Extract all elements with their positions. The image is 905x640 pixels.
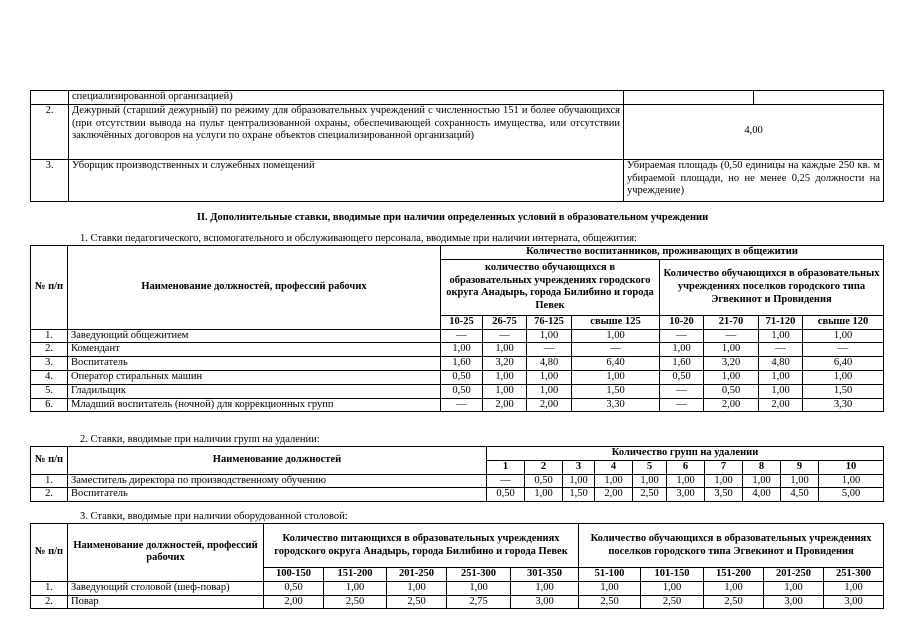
rate-cell: 3,30: [803, 398, 884, 412]
column-header: 1: [487, 460, 525, 474]
rate-cell: 1,00: [803, 370, 884, 384]
rate-cell: —: [660, 329, 704, 343]
rate-cell: 1,00: [441, 343, 483, 357]
table1-dormitory: [30, 245, 884, 412]
position-name: Комендант: [68, 343, 441, 357]
position-name: Заведующий общежитием: [68, 329, 441, 343]
column-header: 301-350: [511, 568, 579, 582]
rate-cell: 1,00: [704, 343, 759, 357]
rate-cell: 1,00: [572, 329, 660, 343]
header-residents-count: Количество воспитанников, проживающих в общежитии: [441, 246, 884, 260]
rate-cell: —: [441, 398, 483, 412]
column-header: 10-20: [660, 315, 704, 329]
header-number: № п/п: [31, 447, 68, 475]
rate-cell: 0,50: [264, 581, 324, 595]
position-name: Гладильщик: [68, 384, 441, 398]
rate-cell: —: [759, 343, 803, 357]
rate-cell: 1,00: [527, 384, 572, 398]
rate-cell: 1,00: [803, 329, 884, 343]
rate-cell: 6,40: [572, 357, 660, 371]
rate-cell: 1,00: [527, 329, 572, 343]
rate-cell: 1,00: [595, 474, 633, 488]
rate-cell: 1,50: [563, 488, 595, 502]
position-name: Заместитель директора по производственному обучению: [68, 474, 487, 488]
rate-cell: 0,50: [525, 474, 563, 488]
rate-cell: —: [704, 329, 759, 343]
rate-cell: 0,50: [660, 370, 704, 384]
table-row: [31, 595, 884, 609]
column-header: свыше 125: [572, 315, 660, 329]
rate-cell: 4,80: [527, 357, 572, 371]
rate-cell: 1,50: [572, 384, 660, 398]
header-position-name: Наименование должностей, профессий рабочих: [68, 246, 441, 330]
rate-cell: 2,00: [595, 488, 633, 502]
rate-cell: 1,00: [511, 581, 579, 595]
column-header: 71-120: [759, 315, 803, 329]
column-header: 251-300: [447, 568, 511, 582]
rate-cell: 1,00: [824, 581, 884, 595]
header-subgroup-egvekinot: Количество обучающихся в образовательных учреждениях поселков городского типа Эгвекинот и Провидения: [579, 524, 884, 568]
rate-cell: 0,50: [487, 488, 525, 502]
position-name: Уборщик производственных и служебных помещений: [69, 159, 624, 201]
column-header: 21-70: [704, 315, 759, 329]
rate-cell: —: [483, 329, 527, 343]
rate-cell: 1,60: [660, 357, 704, 371]
table-row: [31, 357, 884, 371]
position-name: Оператор стиральных машин: [68, 370, 441, 384]
column-header: 4: [595, 460, 633, 474]
rate-cell: 2,50: [641, 595, 704, 609]
rate-cell: 4,00: [743, 488, 781, 502]
rate-cell: 2,50: [579, 595, 641, 609]
column-header: 5: [633, 460, 667, 474]
row-number: 2.: [31, 104, 69, 159]
header-subgroup-anadyr: Количество питающихся в образовательных учреждениях городского округа Анадырь, города Билибино и города Певек: [264, 524, 579, 568]
table-row: [31, 343, 884, 357]
rate-cell: 0,50: [441, 370, 483, 384]
table3-canteen: [30, 523, 884, 609]
rate-cell: 1,00: [667, 474, 705, 488]
rate-cell: 1,00: [483, 370, 527, 384]
row-number: 1.: [31, 581, 68, 595]
row-number: 3.: [31, 159, 69, 201]
header-position-name: Наименование должностей, профессий рабочих: [68, 524, 264, 582]
column-header: 7: [705, 460, 743, 474]
rate-cell: 1,00: [563, 474, 595, 488]
rate-cell: 1,00: [759, 384, 803, 398]
rate-cell: 3,20: [483, 357, 527, 371]
rate-cell: 1,00: [641, 581, 704, 595]
rate-cell: 3,00: [667, 488, 705, 502]
rate-cell: 1,00: [483, 343, 527, 357]
table2-caption: 2. Ставки, вводимые при наличии групп на удалении:: [80, 434, 320, 445]
rate-cell: 4,80: [759, 357, 803, 371]
rate-cell: 1,00: [387, 581, 447, 595]
rate-cell: 3,30: [572, 398, 660, 412]
rate-cell: —: [660, 398, 704, 412]
rate-cell: 1,00: [704, 370, 759, 384]
column-header: 10-25: [441, 315, 483, 329]
column-header: 51-100: [579, 568, 641, 582]
table-row: [31, 329, 884, 343]
rate-cell: 1,00: [705, 474, 743, 488]
rate-cell: 1,60: [441, 357, 483, 371]
rate-value: 4,00: [624, 104, 884, 159]
rate-cell: 1,50: [803, 384, 884, 398]
rate-cell: 2,00: [483, 398, 527, 412]
column-header: 101-150: [641, 568, 704, 582]
position-name: Воспитатель: [68, 488, 487, 502]
rate-cell: 5,00: [819, 488, 884, 502]
section-title: II. Дополнительные ставки, вводимые при наличии определенных условий в образовательном учреждении: [196, 212, 709, 223]
rate-cell: 1,00: [660, 343, 704, 357]
table-row: [31, 384, 884, 398]
top-table: [30, 90, 884, 202]
rate-cell: —: [660, 384, 704, 398]
table-row: [31, 91, 884, 105]
header-position-name: Наименование должностей: [68, 447, 487, 475]
column-header: 76-125: [527, 315, 572, 329]
position-name: Младший воспитатель (ночной) для коррекционных групп: [68, 398, 441, 412]
position-name: специализированной организацией): [69, 91, 624, 105]
rate-cell: 3,00: [511, 595, 579, 609]
row-number: 4.: [31, 370, 68, 384]
column-header: 151-200: [324, 568, 387, 582]
row-number: 2.: [31, 595, 68, 609]
table3-body: [31, 581, 884, 609]
table-row: [31, 581, 884, 595]
rate-cell: 3,50: [705, 488, 743, 502]
position-name: Повар: [68, 595, 264, 609]
rate-cell: 1,00: [781, 474, 819, 488]
column-header: 251-300: [824, 568, 884, 582]
rate-cell: 2,50: [704, 595, 764, 609]
rate-cell: 2,75: [447, 595, 511, 609]
rate-cell: —: [441, 329, 483, 343]
table-row: [31, 104, 884, 159]
column-header: 8: [743, 460, 781, 474]
table-row: [31, 474, 884, 488]
rate-cell: 2,00: [264, 595, 324, 609]
rate-cell: 1,00: [743, 474, 781, 488]
column-header: 201-250: [387, 568, 447, 582]
rate-cell: 2,50: [633, 488, 667, 502]
rate-cell: 2,00: [527, 398, 572, 412]
rate-cell: 1,00: [704, 581, 764, 595]
column-header: 10: [819, 460, 884, 474]
table1-body: [31, 329, 884, 412]
rate-cell: 3,20: [704, 357, 759, 371]
rate-cell: —: [803, 343, 884, 357]
table1-caption: 1. Ставки педагогического, вспомогательного и обслуживающего персонала, вводимые при наличии интерната, общежития:: [80, 233, 637, 244]
rate-cell: 6,40: [803, 357, 884, 371]
rate-cell: 2,50: [387, 595, 447, 609]
header-subgroup-anadyr: количество обучающихся в образовательных учреждениях городского округа Анадырь, города Билибино и города Певек: [441, 259, 660, 315]
rate-cell: 1,00: [759, 370, 803, 384]
rate-cell: —: [487, 474, 525, 488]
rate-cell: 1,00: [579, 581, 641, 595]
rate-cell: —: [572, 343, 660, 357]
column-header: 100-150: [264, 568, 324, 582]
column-header: 3: [563, 460, 595, 474]
rate-cell: 1,00: [527, 370, 572, 384]
column-header: свыше 120: [803, 315, 884, 329]
table-row: [31, 488, 884, 502]
column-header: 151-200: [704, 568, 764, 582]
position-name: Заведующий столовой (шеф-повар): [68, 581, 264, 595]
rate-cell: 1,00: [572, 370, 660, 384]
header-number: № п/п: [31, 524, 68, 582]
header-number: № п/п: [31, 246, 68, 330]
rate-cell: 1,00: [483, 384, 527, 398]
row-number: 2.: [31, 488, 68, 502]
column-header: 2: [525, 460, 563, 474]
rate-cell: 0,50: [441, 384, 483, 398]
rate-cell: 1,00: [447, 581, 511, 595]
header-groups-count: Количество групп на удалении: [487, 447, 884, 461]
row-number: [31, 91, 69, 105]
rate-cell: 1,00: [324, 581, 387, 595]
rate-cell: 1,00: [759, 329, 803, 343]
position-name: Воспитатель: [68, 357, 441, 371]
row-number: 1.: [31, 329, 68, 343]
table2-remote-groups: [30, 446, 884, 502]
rate-cell: 2,00: [704, 398, 759, 412]
rate-cell: —: [527, 343, 572, 357]
column-header: 6: [667, 460, 705, 474]
column-header: 26-75: [483, 315, 527, 329]
row-number: 5.: [31, 384, 68, 398]
table-row: [31, 159, 884, 201]
rate-value: Убираемая площадь (0,50 единицы на каждые 250 кв. м убираемой площади, но не менее 0,25 должности на учреждение): [624, 159, 884, 201]
rate-cell: 3,00: [824, 595, 884, 609]
rate-cell: 1,00: [633, 474, 667, 488]
column-header: 9: [781, 460, 819, 474]
table2-body: [31, 474, 884, 502]
rate-cell: 1,00: [525, 488, 563, 502]
row-number: 1.: [31, 474, 68, 488]
rate-cell: 4,50: [781, 488, 819, 502]
rate-cell: 2,00: [759, 398, 803, 412]
table-row: [31, 398, 884, 412]
rate-cell: 0,50: [704, 384, 759, 398]
column-header: 201-250: [764, 568, 824, 582]
position-name: Дежурный (старший дежурный) по режиму для образовательных учреждений с численностью 151 и более обучающихся (при отсутствии вывода на пульт централизованной охраны, обеспечивающей сохранность имущества, или отсутствии заключённых договоров на услуги по охране объектов специализированной организаций): [69, 104, 624, 159]
header-subgroup-egvekinot: Количество обучающихся в образовательных учреждениях поселков городского типа Эгвекинот и Провидения: [660, 259, 884, 315]
row-number: 2.: [31, 343, 68, 357]
rate-cell: 1,00: [764, 581, 824, 595]
table-row: [31, 370, 884, 384]
rate-cell: 1,00: [819, 474, 884, 488]
rate-cell: 2,50: [324, 595, 387, 609]
rate-cell: 3,00: [764, 595, 824, 609]
row-number: 6.: [31, 398, 68, 412]
row-number: 3.: [31, 357, 68, 371]
table3-caption: 3. Ставки, вводимые при наличии оборудованной столовой:: [80, 511, 348, 522]
